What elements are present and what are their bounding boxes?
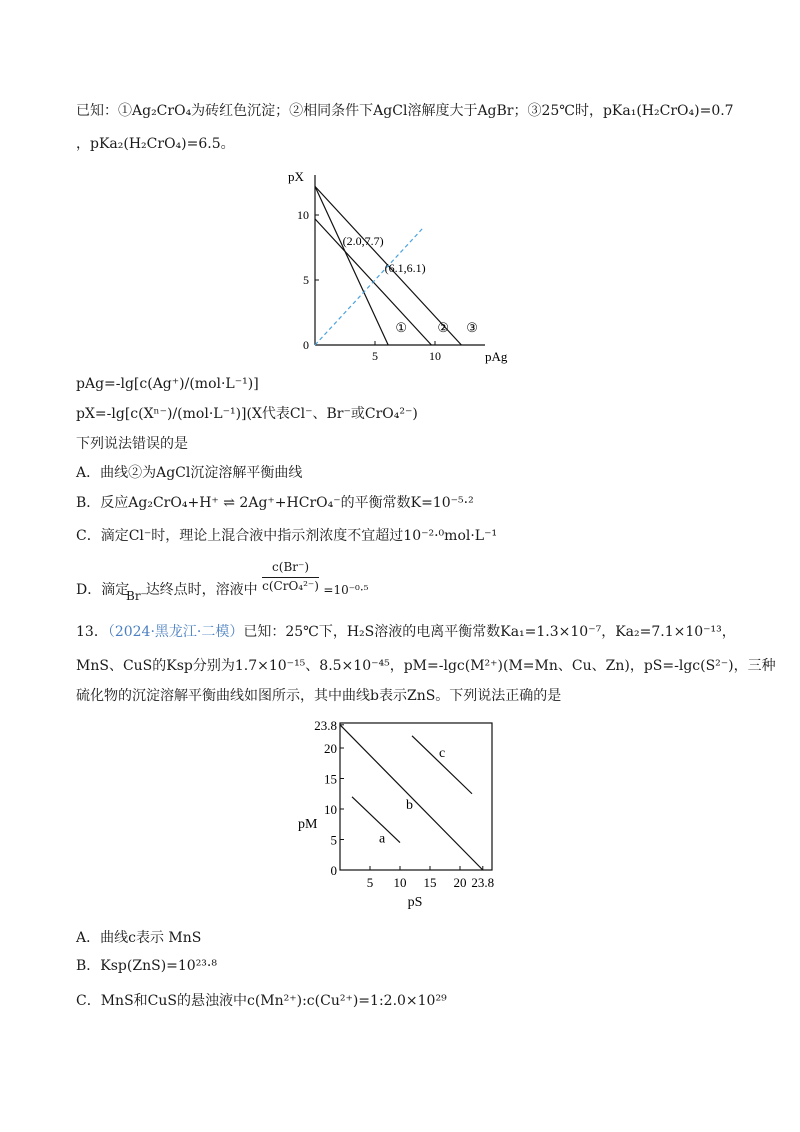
x-axis-label: pAg <box>485 349 508 364</box>
opt-d-br: Br⁻ <box>126 589 147 603</box>
chart1-plot <box>288 169 508 364</box>
y-tick-label: 10 <box>297 208 309 222</box>
q13-option-c: C．MnS和CuS的悬浊液中c(Mn²⁺):c(Cu²⁺)=1:2.0×10²⁹ <box>76 993 447 1009</box>
opt-d-denominator: c(CrO₄²⁻) <box>262 578 319 593</box>
known-line-1: 已知：①Ag₂CrO₄为砖红色沉淀；②相同条件下AgCl溶解度大于AgBr；③25℃时，pKa₁(H₂CrO₄)=0.7 <box>76 103 734 119</box>
series-line-1 <box>315 186 388 345</box>
opt-d-fraction <box>262 560 319 594</box>
y-tick-label: 5 <box>303 273 309 287</box>
y-tick-label: 23.8 <box>314 717 337 733</box>
opt-d-middle: 达终点时，溶液中 <box>145 582 258 599</box>
y-axis-label: pX <box>288 169 304 184</box>
opt-d-result: =10⁻⁰·⁵ <box>323 583 369 598</box>
q13-option-b: B．Ksp(ZnS)=10²³·⁸ <box>76 958 217 974</box>
q13-line-3: 硫化物的沉淀溶解平衡曲线如图所示，其中曲线b表示ZnS。下列说法正确的是 <box>76 688 562 704</box>
chart2-plot <box>298 718 494 910</box>
x-tick-label: 5 <box>372 349 378 363</box>
point-annotation: (6.1,6.1) <box>384 261 426 276</box>
opt-d-numerator: c(Br⁻) <box>262 560 319 578</box>
chart-pag-px <box>280 165 530 365</box>
x-tick-label: 10 <box>429 349 441 363</box>
curve-label-c: c <box>439 746 446 762</box>
opt-d-prefix: D．滴定 <box>76 582 130 599</box>
q13-line-1 <box>76 621 736 641</box>
x-axis-label: pS <box>407 895 423 910</box>
curve-label-b: b <box>406 798 413 813</box>
curve-label: ① <box>395 320 408 335</box>
series-line-a <box>352 797 400 843</box>
y-tick-label: 10 <box>324 802 337 817</box>
def-px: pX=-lg[c(Xⁿ⁻)/(mol·L⁻¹)](X代表Cl⁻、Br⁻或CrO₄²⁻) <box>76 406 418 422</box>
q12-option-c: C．滴定Cl⁻时，理论上混合液中指示剂浓度不宜超过10⁻²·⁰mol·L⁻¹ <box>76 528 498 544</box>
curve-label: ② <box>437 320 450 335</box>
question-12-prompt: 下列说法错误的是 <box>76 436 188 452</box>
def-pag: pAg=-lg[c(Ag⁺)/(mol·L⁻¹)] <box>76 376 259 392</box>
y-tick-label: 0 <box>330 863 337 878</box>
y-tick-label: 15 <box>324 771 337 787</box>
known-line-2: ，pKa₂(H₂CrO₄)=6.5。 <box>76 136 235 152</box>
x-tick-label: 15 <box>423 875 437 890</box>
x-tick-label: 23.8 <box>471 875 495 890</box>
plot-frame <box>340 723 492 870</box>
q13-option-a: A．曲线c表示 MnS <box>76 930 202 946</box>
y-tick-label: 20 <box>324 741 337 756</box>
q13-text-1: 已知：25℃下，H₂S溶液的电离平衡常数Ka₁=1.3×10⁻⁷，Ka₂=7.1×10⁻¹³， <box>243 624 736 640</box>
q13-number: 13． <box>76 624 108 640</box>
x-tick-label: 10 <box>393 875 407 890</box>
q12-option-b: B．反应Ag₂CrO₄+H⁺ ⇌ 2Ag⁺+HCrO₄⁻的平衡常数K=10⁻⁵·² <box>76 495 474 511</box>
q12-option-d <box>76 558 369 603</box>
x-tick-label: 20 <box>453 875 467 890</box>
point-annotation: (2.0,7.7) <box>342 233 384 248</box>
x-tick-label: 5 <box>366 875 374 890</box>
curve-label: ③ <box>466 320 478 335</box>
q12-option-a: A．曲线②为AgCl沉淀溶解平衡曲线 <box>76 465 303 481</box>
y-tick-label: 5 <box>330 832 337 848</box>
curve-label-a: a <box>379 831 386 847</box>
series-line-c <box>412 736 472 794</box>
y-axis-label: pM <box>298 817 318 832</box>
y-tick-label: 0 <box>303 338 309 352</box>
q13-source: （2024·黑龙江·二模） <box>107 624 244 640</box>
q13-line-2: MnS、CuS的Ksp分别为1.7×10⁻¹⁵、8.5×10⁻⁴⁵，pM=-lgc(M²⁺)(M=Mn、Cu、Zn)，pS=-lgc(S²⁻)，三种 <box>76 658 776 674</box>
chart-ps-pm <box>290 710 520 910</box>
